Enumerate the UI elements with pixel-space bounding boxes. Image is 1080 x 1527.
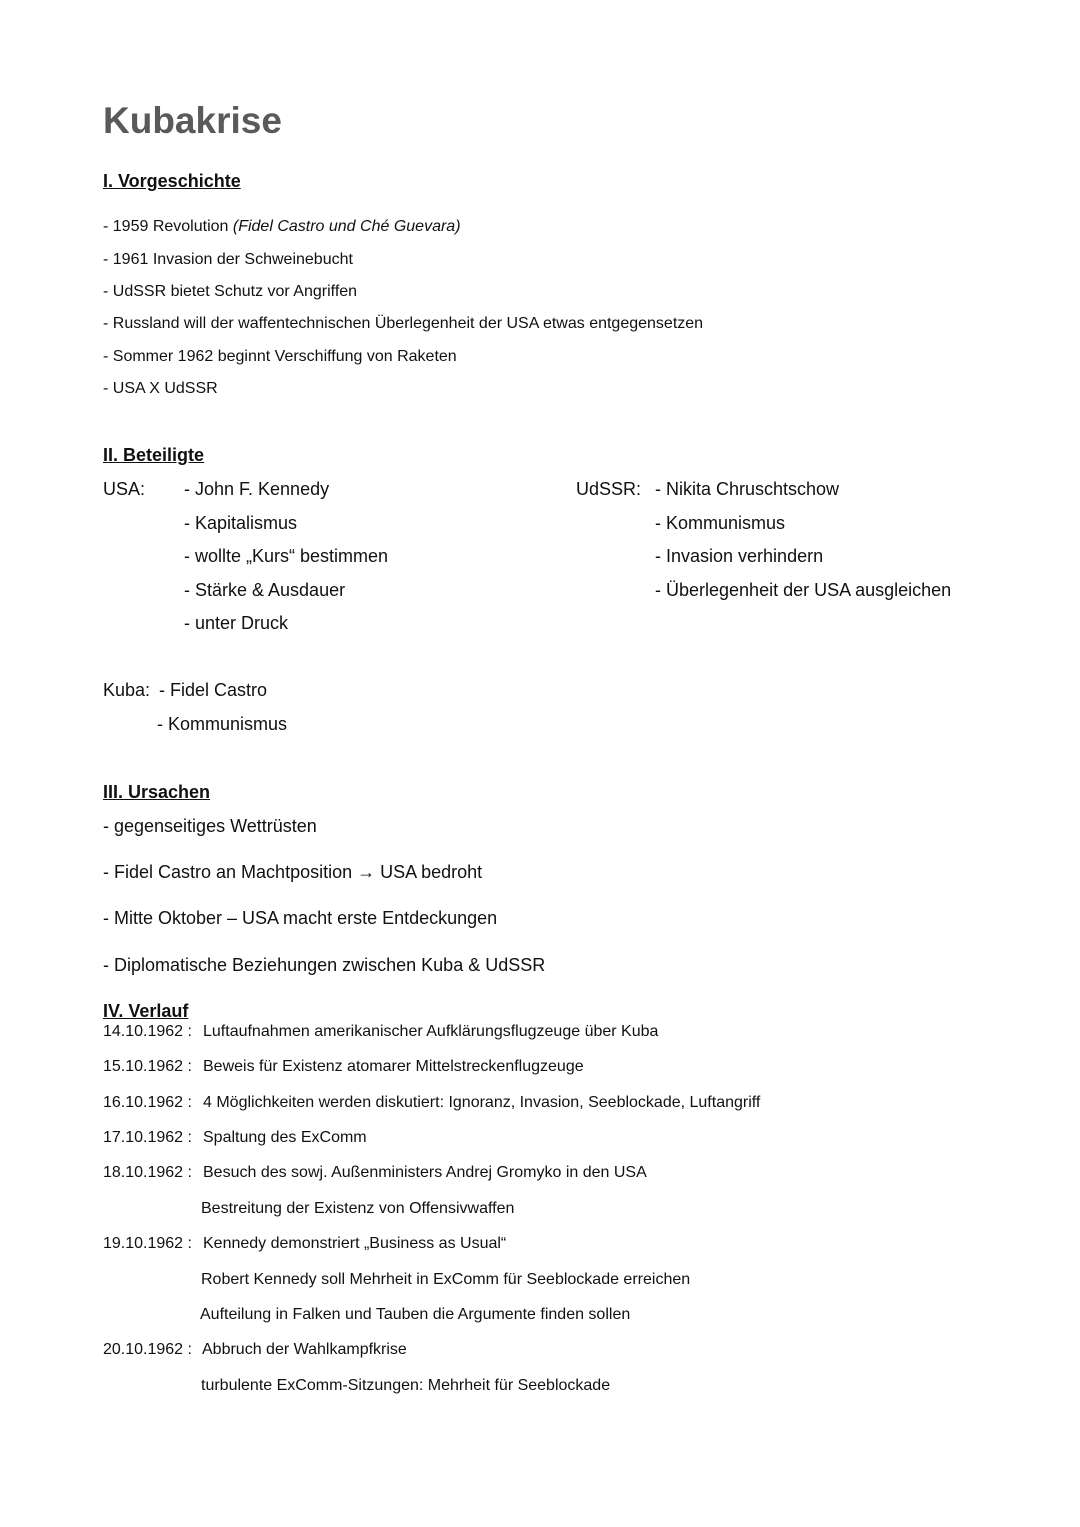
usa-item: - John F. Kennedy xyxy=(184,479,330,499)
usa-item: - Stärke & Ausdauer xyxy=(184,580,346,600)
list-item: - Mitte Oktober – USA macht erste Entdeckungen xyxy=(103,908,498,928)
usa-label: USA: xyxy=(103,479,146,499)
timeline-text: Bestreitung der Existenz von Offensivwaffen xyxy=(201,1200,515,1217)
timeline-text: Aufteilung in Falken und Tauben die Argumente finden sollen xyxy=(200,1306,631,1323)
list-item: - Sommer 1962 beginnt Verschiffung von Raketen xyxy=(103,348,457,365)
heading-beteiligte: II. Beteiligte xyxy=(103,445,205,465)
timeline-text: turbulente ExComm-Sitzungen: Mehrheit für Seeblockade xyxy=(201,1377,611,1394)
timeline-date: 19.10.1962 : xyxy=(103,1235,192,1252)
timeline-text: Abbruch der Wahlkampfkrise xyxy=(202,1341,407,1358)
heading-ursachen: III. Ursachen xyxy=(103,782,211,802)
udssr-item: - Kommunismus xyxy=(655,513,786,533)
usa-item: - Kapitalismus xyxy=(184,513,298,533)
list-item: - 1961 Invasion der Schweinebucht xyxy=(103,251,353,268)
timeline-text: Kennedy demonstriert „Business as Usual“ xyxy=(203,1235,507,1252)
list-item: - UdSSR bietet Schutz vor Angriffen xyxy=(103,283,358,300)
udssr-item: - Invasion verhindern xyxy=(655,546,824,566)
udssr-item: - Nikita Chruschtschow xyxy=(655,479,840,499)
list-item: - Fidel Castro an Machtposition → USA bedroht xyxy=(103,862,483,882)
timeline-date: 14.10.1962 : xyxy=(103,1023,192,1040)
kuba-label: Kuba: xyxy=(103,680,151,700)
kuba-item: - Fidel Castro xyxy=(159,680,268,700)
timeline-date: 20.10.1962 : xyxy=(103,1341,192,1358)
udssr-item: - Überlegenheit der USA ausgleichen xyxy=(655,580,952,600)
timeline-date: 18.10.1962 : xyxy=(103,1164,192,1181)
usa-item: - unter Druck xyxy=(184,613,289,633)
timeline-date: 17.10.1962 : xyxy=(103,1129,192,1146)
list-item: - Russland will der waffentechnischen Überlegenheit der USA etwas entgegensetzen xyxy=(103,315,704,332)
udssr-label: UdSSR: xyxy=(576,479,642,499)
list-item: - USA X UdSSR xyxy=(103,380,218,397)
timeline-date: 15.10.1962 : xyxy=(103,1058,192,1075)
timeline-text: Spaltung des ExComm xyxy=(203,1129,367,1146)
timeline-text: 4 Möglichkeiten werden diskutiert: Ignoranz, Invasion, Seeblockade, Luftangriff xyxy=(203,1094,761,1111)
timeline-text: Luftaufnahmen amerikanischer Aufklärungsflugzeuge über Kuba xyxy=(203,1023,659,1040)
kuba-item: - Kommunismus xyxy=(157,714,288,734)
usa-item: - wollte „Kurs“ bestimmen xyxy=(184,546,389,566)
timeline-text: Besuch des sowj. Außenministers Andrej Gromyko in den USA xyxy=(203,1164,647,1181)
list-item: - 1959 Revolution (Fidel Castro und Ché Guevara) xyxy=(103,218,461,235)
heading-vorgeschichte: I. Vorgeschichte xyxy=(103,171,241,191)
timeline-text: Robert Kennedy soll Mehrheit in ExComm für Seeblockade erreichen xyxy=(201,1271,691,1288)
timeline-date: 16.10.1962 : xyxy=(103,1094,192,1111)
list-item: - Diplomatische Beziehungen zwischen Kuba & UdSSR xyxy=(103,955,546,975)
timeline-text: Beweis für Existenz atomarer Mittelstreckenflugzeuge xyxy=(203,1058,584,1075)
list-item: - gegenseitiges Wettrüsten xyxy=(103,816,317,836)
page-title: Kubakrise xyxy=(103,100,282,141)
heading-verlauf: IV. Verlauf xyxy=(103,1001,189,1021)
